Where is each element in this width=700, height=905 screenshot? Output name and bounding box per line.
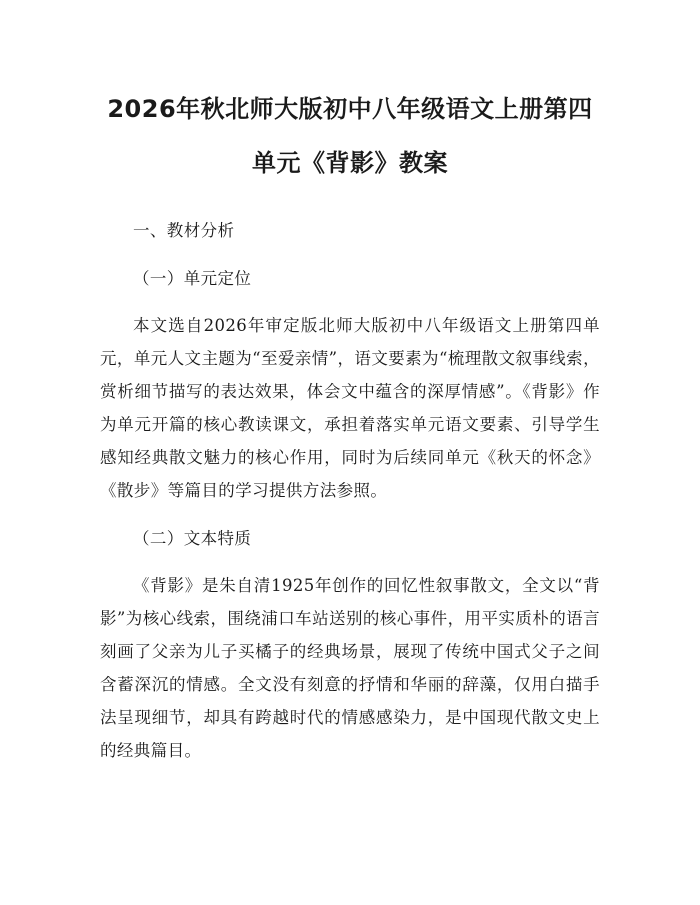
title-line-1: 2026年秋北师大版初中八年级语文上册第四	[107, 95, 593, 123]
document-title	[100, 82, 600, 190]
section-heading-textbook-analysis: 一、教材分析	[133, 221, 235, 240]
subsection-heading-unit-positioning: （一）单元定位	[133, 269, 252, 288]
title-line-2: 单元《背影》教案	[252, 149, 448, 177]
paragraph-unit-positioning: 本文选自2026年审定版北师大版初中八年级语文上册第四单元，单元人文主题为“至爱亲情”，语文要素为“梳理散文叙事线索，赏析细节描写的表达效果，体会文中蕴含的深厚情感”。《背影》作为单元开篇的核心教读课文，承担着落实单元语文要素、引导学生感知经典散文魅力的核心作用，同时为后续同单元《秋天的怀念》《散步》等篇目的学习提供方法参照。	[100, 316, 600, 500]
paragraph-text-features: 《背影》是朱自清1925年创作的回忆性叙事散文，全文以“背影”为核心线索，围绕浦口车站送别的核心事件，用平实质朴的语言刻画了父亲为儿子买橘子的经典场景，展现了传统中国式父子之间含蓄深沉的情感。全文没有刻意的抒情和华丽的辞藻，仅用白描手法呈现细节，却具有跨越时代的情感感染力，是中国现代散文史上的经典篇目。	[100, 576, 600, 760]
subsection-heading-text-features: （二）文本特质	[133, 529, 252, 548]
